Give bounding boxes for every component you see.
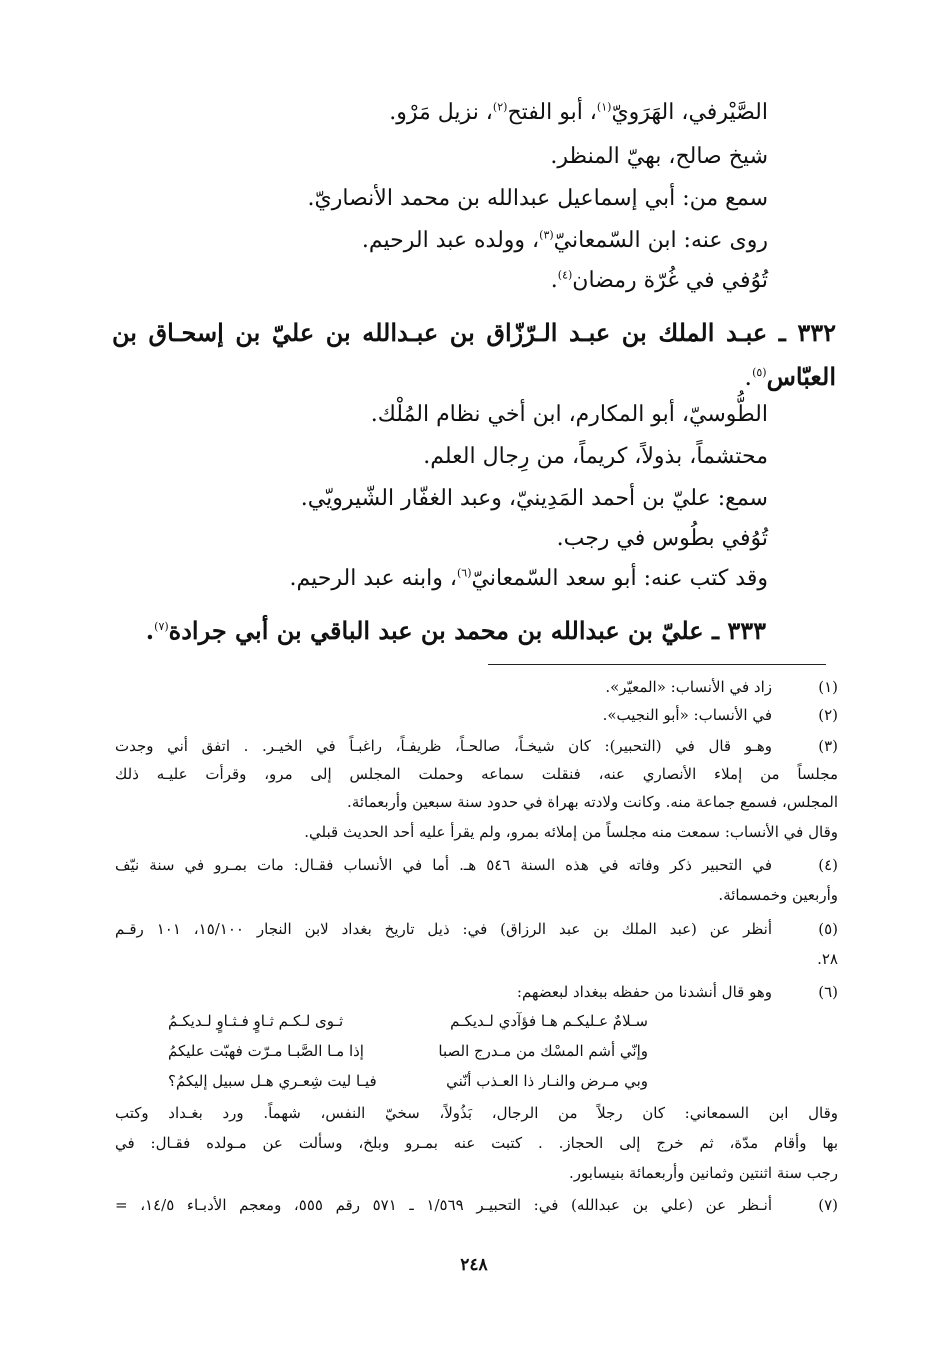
- footnote-number: (٥): [818, 920, 838, 938]
- verse-hemistich-first: وبي مـرض والنـار ذا العـذب أنّني: [446, 1072, 648, 1090]
- entry-line-heard-from: سمع من: أبي إسماعيل عبدالله بن محمد الأنصاريّ.: [307, 186, 768, 211]
- footnote-text: في الأنساب: «أبو النجيب».: [602, 706, 772, 724]
- footnote-text: في التحبير ذكر وفاته في هذه السنة ٥٤٦ هـ. أما في الأنساب فقـال: مات بمـرو في سنة نيّف: [115, 856, 772, 874]
- verse-hemistich-first: وإنّي أشم المسْك من مـدرج الصبا: [438, 1042, 648, 1060]
- entry-line-nisba: الصَّيْرفي، الهَرَويّ$^{(١)}$، أبو الفتح$^{(٢)}$، نزيل مَرْو.: [389, 100, 768, 125]
- footnote-text: مجلساً من إملاء الأنصاري عنه، فنقلت سماعه وحملت المجلس إلى مرو، وقرأت عليـه ذلك: [115, 765, 838, 783]
- verse-hemistich-first: سـلامٌ عـليكـم هـا فؤآدي لـديكـم: [450, 1012, 648, 1030]
- verse-hemistich-second: فيـا ليت شِعـري هـل سبيل إليكمُ؟: [168, 1072, 377, 1090]
- entry-333-title: ٣٣٣ ـ عليّ بن عبدالله بن محمد بن عبد الباقي بن أبي جرادة$^{(٧)}$.: [145, 616, 766, 645]
- entry-332-heard-from: سمع: عليّ بن أحمد المَدِينيّ، وعبد الغفّار الشّيرويّي.: [300, 486, 768, 511]
- footnote-text: أنظر عن (عبد الملك بن عبد الرزاق) في: ذيل تاريخ بغداد لابن النجار ١٥/١٠٠، ١٠١ رقـم: [115, 920, 773, 938]
- entry-line-death: تُوُفي في غُرّة رمضان$^{(٤)}$.: [550, 268, 768, 293]
- entry-332-nisba: الطُّوسيّ، أبو المكارم، ابن أخي نظام المُلْك.: [370, 402, 768, 427]
- footnote-text: وقال ابن السمعاني: كان رجلاً من الرجال، بَذُولاً، سخيّ النفس، شهماً. ورد بغـداد وكتب: [115, 1104, 838, 1122]
- footnote-text: بها وأقام مدّة، ثم خرج إلى الحجاز. . كتبت عنه بمـرو وبلخ، وسألت عن مـولده فقـال: في: [115, 1134, 838, 1152]
- footnote-text: ٢٨.: [817, 950, 838, 968]
- footnote-text: أنـظر عن (علي بن عبدالله) في: التحبيـر ١/٥٦٩ ـ ٥٧١ رقم ٥٥٥، ومعجم الأدبـاء ١٤/٥، =: [115, 1196, 772, 1214]
- footnote-number: (٣): [818, 737, 838, 755]
- page-number: ٢٤٨: [460, 1255, 488, 1275]
- entry-332-title: ٣٣٢ ـ عبـد الملك بن عبـد الـرّزّاق بن عبـدالله بن عليّ بن إسحـاق بن: [112, 318, 836, 347]
- footnote-number: (٢): [818, 706, 838, 724]
- entry-332-title-cont: العبّاس$^{(٥)}$.: [744, 362, 836, 391]
- entry-332-description: محتشماً، بذولاً، كريماً، من رِجال العلم.: [423, 444, 768, 469]
- footnote-text: زاد في الأنساب: «المعيّر».: [605, 678, 772, 696]
- entry-332-death: تُوُفي بطُوس في رجب.: [556, 526, 768, 551]
- footnote-number: (١): [818, 678, 838, 696]
- entry-332-wrote-from: وقد كتب عنه: أبو سعد السّمعانيّ$^{(٦)}$، وابنه عبد الرحيم.: [289, 566, 768, 591]
- footnote-text: رجب سنة اثنتين وثمانين وأربعمائة بنيسابور.: [569, 1164, 838, 1182]
- footnote-number: (٤): [818, 856, 838, 874]
- footnote-text: وقال في الأنساب: سمعت منه مجلساً من إملائه بمرو، ولم يقرأ عليه أحد الحديث قبلي.: [304, 823, 838, 841]
- verse-hemistich-second: ثـوى لـكـم ثـاوٍ فـثـاوٍ لـديكـمُ: [168, 1012, 344, 1030]
- footnote-number: (٦): [818, 983, 838, 1001]
- footnote-text: وهو قال أنشدنا من حفظه ببغداد لبعضهم:: [516, 983, 772, 1001]
- verse-hemistich-second: إذا مـا الصَّبـا مـرّت فهبّت عليكمُ: [168, 1042, 364, 1060]
- footnote-text: المجلس، فسمع جماعة منه. وكانت ولادته بهراة في حدود سنة سبعين وأربعمائة.: [347, 793, 838, 811]
- footnote-text: وهـو قال في (التحبير): كان شيخـاً، صالحـاً، ظريفـاً، راغبـاً في الخيـر. . اتفق أني وجدت: [115, 737, 772, 755]
- footnote-text: وأربعين وخمسمائة.: [718, 886, 838, 904]
- footnote-divider: [488, 664, 826, 665]
- footnote-number: (٧): [818, 1196, 838, 1214]
- entry-line-description: شيخ صالح، بهيّ المنظر.: [550, 144, 768, 169]
- entry-line-narrated: روى عنه: ابن السّمعانيّ$^{(٣)}$، وولده عبد الرحيم.: [361, 228, 768, 253]
